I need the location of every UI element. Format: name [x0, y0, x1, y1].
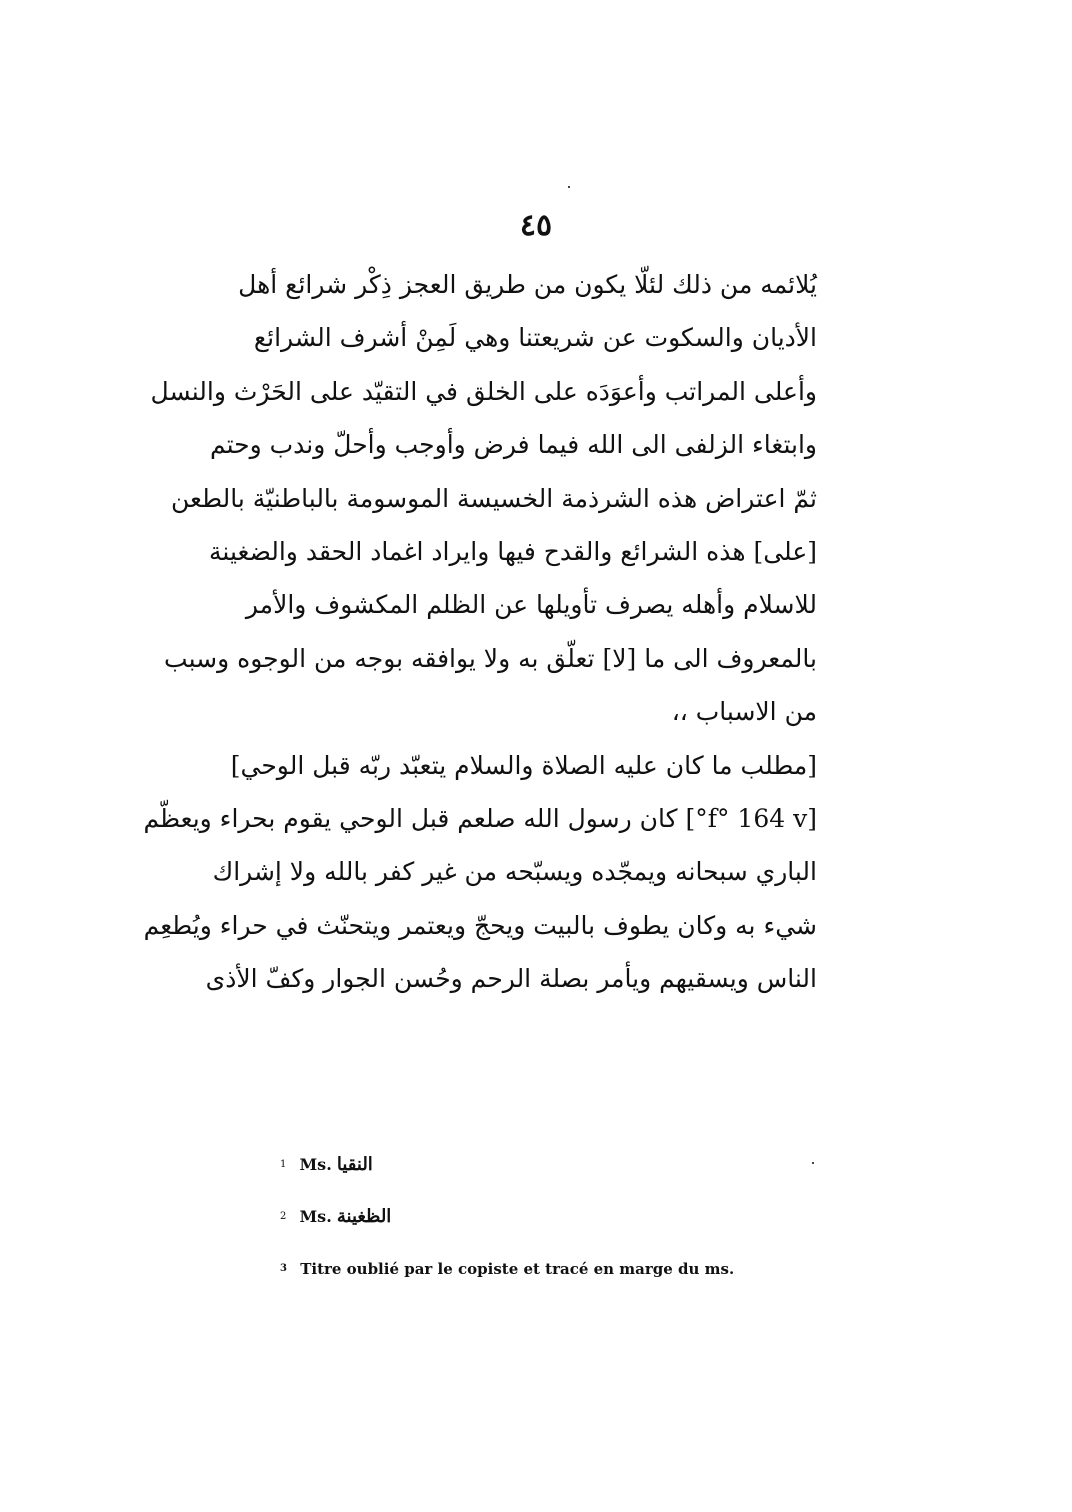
footnote-text: النقيا	[336, 1154, 373, 1175]
text-line: وابتغاء الزلفى الى الله فيما فرض وأوجب وأحلّ وندب وحتم	[209, 430, 817, 460]
text-line: وأعلى المراتب وأعوَدَه على الخلق في التقيّد على الحَرْث والنسل	[150, 376, 817, 406]
text-line: [على] هذه الشرائع والقدح فيها وايراد اغماد الحقد والضغينة	[209, 536, 817, 566]
footnote-3	[280, 1254, 840, 1306]
text-line: للاسلام وأهله يصرف تأويلها عن الظلم المكشوف والأمر	[245, 590, 817, 620]
footnote-2	[280, 1202, 840, 1254]
text-line: بالمعروف الى ما [لا] تعلّق به ولا يوافقه بوجه من الوجوه وسبب	[164, 643, 817, 673]
text-line: [f° 164 v°] كان رسول الله صلعم قبل الوحي يقوم بحراء ويعظّم	[143, 803, 817, 833]
footnote-text: Titre oublié par le copiste et tracé en marge du ms.	[300, 1260, 735, 1278]
text-line: من الاسباب ،،	[671, 697, 817, 727]
footnote-prefix: Ms.	[299, 1155, 332, 1174]
text-line: ثمّ اعتراض هذه الشرذمة الخسيسة الموسومة بالباطنيّة بالطعن	[171, 483, 817, 513]
body-text	[143, 258, 817, 1005]
text-line: الناس ويسقيهم ويأمر بصلة الرحم وحُسن الجوار وكفّ الأذى	[205, 964, 817, 994]
text-line: يُلائمه من ذلك لئلّا يكون من طريق العجز ذِكْر شرائع أهل	[238, 270, 817, 299]
footnote-text: الظغينة	[336, 1206, 392, 1227]
page-number: ٤٥	[519, 208, 553, 243]
scan-speck	[568, 186, 570, 188]
footnote-1	[280, 1150, 840, 1202]
text-line: الأديان والسكوت عن شريعتنا وهي لَمِنْ أشرف الشرائع	[253, 323, 817, 353]
footnote-prefix: Ms.	[299, 1207, 332, 1226]
footnote-marker: 1	[280, 1159, 287, 1170]
footnotes	[280, 1150, 840, 1306]
section-heading: [مطلب ما كان عليه الصلاة والسلام يتعبّد ربّه قبل الوحي]	[230, 750, 817, 780]
footnote-marker: 2	[280, 1211, 287, 1222]
scan-speck	[812, 1162, 814, 1164]
footnote-marker: 3	[280, 1263, 287, 1274]
text-line: شيء به وكان يطوف بالبيت ويحجّ ويعتمر ويتحنّث في حراء ويُطعِم	[143, 910, 817, 940]
text-line: الباري سبحانه ويمجّده ويسبّحه من غير كفر بالله ولا إشراك	[212, 857, 817, 887]
